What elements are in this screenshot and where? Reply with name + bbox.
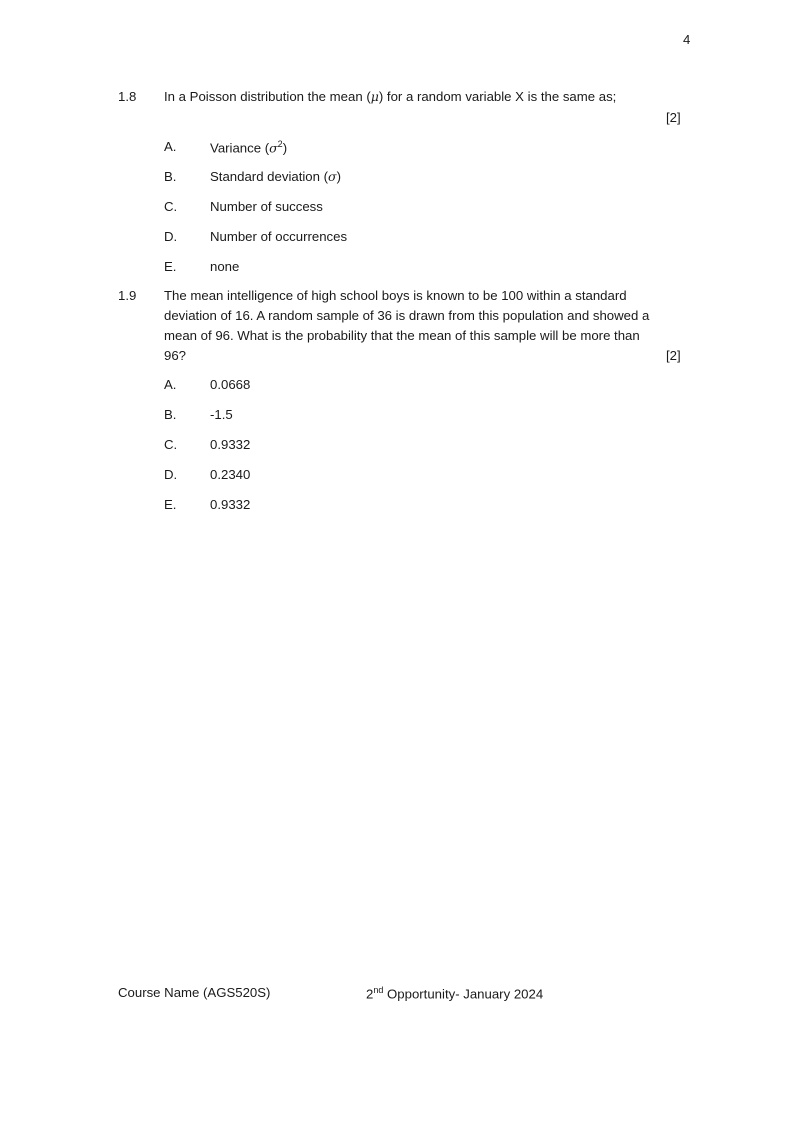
option-a [210, 139, 287, 155]
option-letter: A. [164, 139, 177, 154]
option-letter: D. [164, 229, 178, 244]
text: Variance ( [210, 140, 270, 156]
superscript: 2 [277, 139, 283, 149]
question-number: 1.9 [118, 288, 137, 303]
option-a: 0.0668 [210, 377, 251, 392]
mu-symbol: μ [370, 89, 379, 104]
page-number: 4 [683, 32, 691, 47]
text: ) [282, 140, 288, 156]
question-number: 1.8 [118, 89, 137, 104]
text: Opportunity- January 2024 [383, 986, 544, 1002]
question-line: The mean intelligence of high school boys is known to be 100 within a standard [164, 288, 627, 303]
question-line: deviation of 16. A random sample of 36 is drawn from this population and showed a [164, 308, 650, 323]
superscript: nd [373, 985, 384, 995]
sigma-symbol: σ [328, 169, 337, 184]
text: 2 [366, 986, 374, 1002]
text: ) for a random variable X is the same as; [378, 89, 617, 104]
option-d: Number of occurrences [210, 229, 348, 244]
option-c: Number of success [210, 199, 323, 214]
question-line: 96? [164, 348, 187, 363]
option-letter: D. [164, 467, 178, 482]
footer-opportunity [366, 985, 543, 1001]
option-letter: B. [164, 169, 177, 184]
option-letter: E. [164, 259, 177, 274]
option-letter: B. [164, 407, 177, 422]
option-c: 0.9332 [210, 437, 251, 452]
option-b: -1.5 [210, 407, 233, 422]
marks: [2] [666, 110, 681, 125]
option-letter: A. [164, 377, 177, 392]
sigma-symbol: σ [269, 140, 278, 156]
option-letter: E. [164, 497, 177, 512]
text: ) [336, 169, 341, 184]
text: In a Poisson distribution the mean ( [164, 89, 371, 104]
option-d: 0.2340 [210, 467, 251, 482]
footer-course: Course Name (AGS520S) [118, 985, 271, 1000]
marks: [2] [666, 348, 681, 363]
option-e: 0.9332 [210, 497, 251, 512]
question-line: mean of 96. What is the probability that the mean of this sample will be more than [164, 328, 640, 343]
question-text [164, 89, 616, 104]
option-letter: C. [164, 199, 178, 214]
option-e: none [210, 259, 240, 274]
option-letter: C. [164, 437, 178, 452]
text: Standard deviation ( [210, 169, 329, 184]
option-b [210, 169, 341, 184]
